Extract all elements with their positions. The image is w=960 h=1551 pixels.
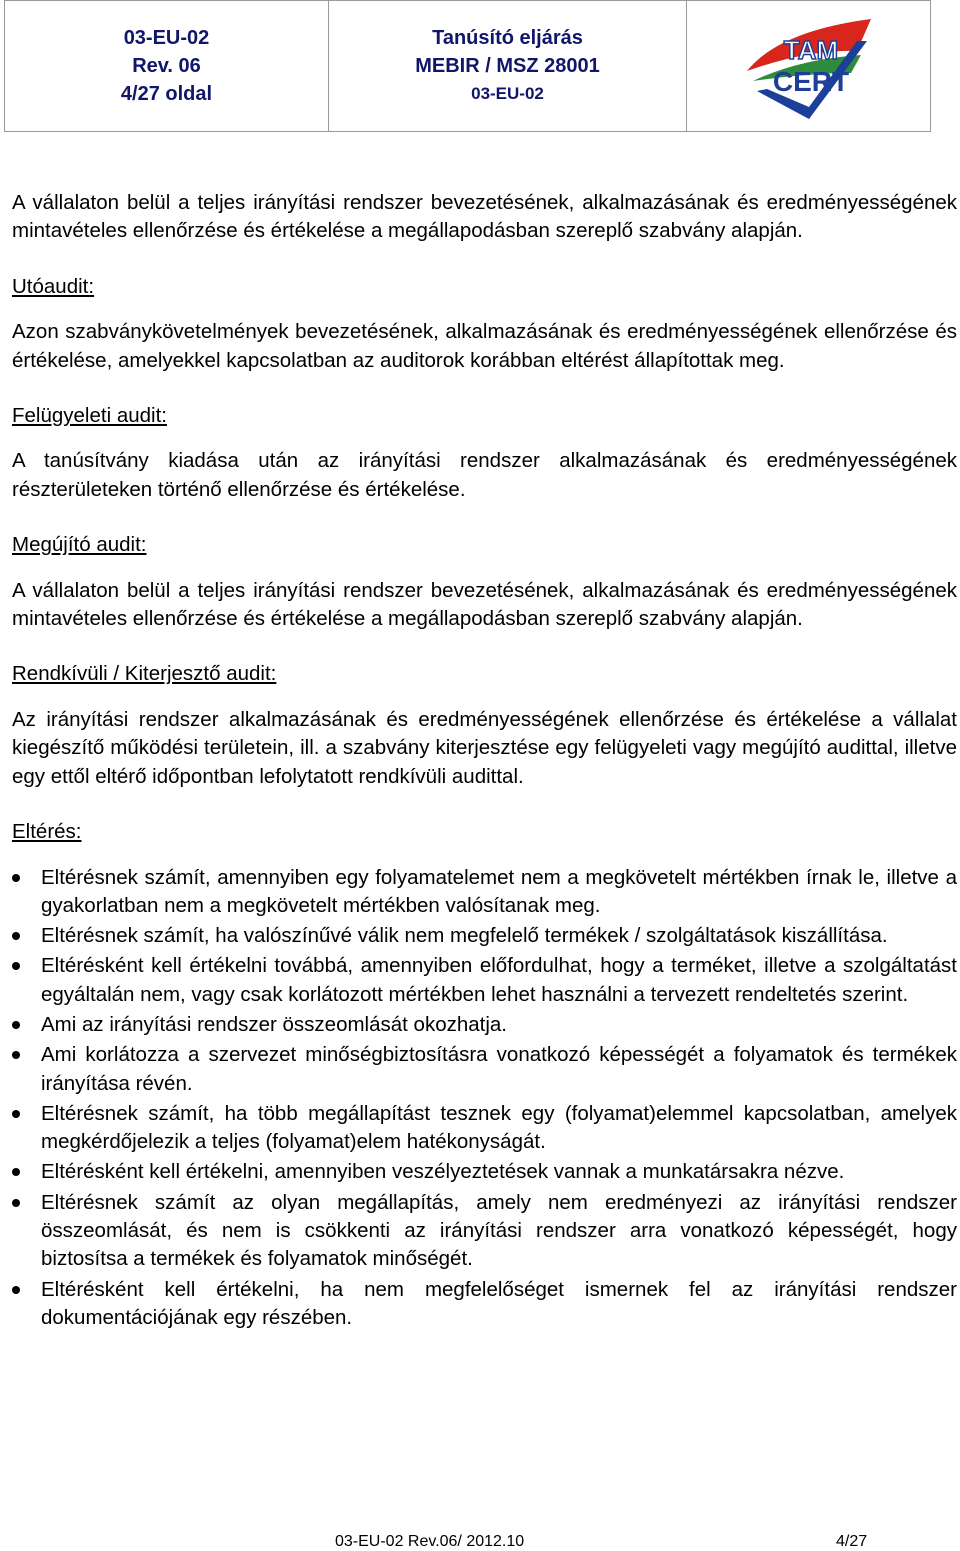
header-page-number: 4/27 oldal [120,83,213,105]
list-item-text: Eltérésként kell értékelni, amennyiben veszélyeztetések vannak a munkatársakra nézve. [41,1160,845,1184]
logo-text-top: TAM [783,35,838,65]
list-item [12,952,957,1009]
header-doc-code: 03-EU-02 [123,27,210,49]
bullet-icon [12,1199,20,1207]
section-text-felugyeleti: A tanúsítvány kiadása után az irányítási rendszer alkalmazásának és eredményességének részterületeken történő ellenőrzése és értékelése. [12,449,957,501]
header-doc-info [5,1,329,131]
bullet-icon [12,1110,20,1118]
bullet-icon [12,962,20,970]
header-logo-cell [687,1,930,131]
list-item-text: Eltérésként kell értékelni, ha nem megfelelőséget ismernek fel az irányítási rendszer dokumentációjának egy részében. [41,1277,957,1329]
section-text-rendkivuli: Az irányítási rendszer alkalmazásának és eredményességének ellenőrzése és értékelése a vállalat kiegészítő működési területein, ill. a szabvány kiterjesztése egy felügyeleti vagy megújító audittal, illetve egy ettől eltérő időpontban lefolytatott rendkívüli audittal. [12,707,957,788]
deviation-list [12,864,957,1333]
list-item [12,1276,957,1333]
list-item [12,1041,957,1098]
list-item-text: Eltérésként kell értékelni továbbá, amennyiben előfordulhat, hogy a terméket, illetve a szolgáltatást egyáltalán nem, vagy csak korlátozott mértékben lehet használni a tervezett rendeltetés szerint. [41,954,957,1006]
section-text-megujito: A vállalaton belül a teljes irányítási rendszer bevezetésének, alkalmazásának és eredményességének mintavételes ellenőrzése és értékelése a megállapodásban szereplő szabvány alapján. [12,578,957,631]
footer-doc-revision: 03-EU-02 Rev.06/ 2012.10 [335,1533,525,1550]
section-heading-rendkivuli: Rendkívüli / Kiterjesztő audit: [12,662,277,686]
tam-cert-logo [739,11,879,121]
header-title-block [329,1,687,131]
list-item [12,1158,957,1186]
list-item [12,922,957,950]
document-header [4,0,931,132]
bullet-icon [12,1021,20,1029]
header-revision: Rev. 06 [132,55,201,77]
bullet-icon [12,932,20,940]
section-text-utoaudit: Azon szabványkövetelmények bevezetésének, alkalmazásának és eredményességének ellenőrzése és értékelése, amelyekkel kapcsolatban az auditorok korábban eltérést állapítottak meg. [12,320,957,372]
header-standard: MEBIR / MSZ 28001 [415,55,600,77]
list-item [12,1011,957,1039]
list-item-text: Eltérésnek számít, amennyiben egy folyamatelemet nem a megkövetelt mértékben írnak le, illetve a gyakorlatban nem a megkövetelt mértékben valósítanak meg. [41,865,957,917]
list-item [12,1189,957,1274]
document-body [12,189,957,1334]
list-item [12,864,957,921]
bullet-icon [12,1286,20,1294]
bullet-icon [12,1051,20,1059]
header-title: Tanúsító eljárás [432,27,583,49]
section-heading-felugyeleti: Felügyeleti audit: [12,404,167,428]
section-heading-utoaudit: Utóaudit: [12,274,95,298]
footer-page-number: 4/27 [836,1533,868,1550]
list-item-text: Ami az irányítási rendszer összeomlását okozhatja. [41,1012,508,1036]
intro-paragraph: A vállalaton belül a teljes irányítási rendszer bevezetésének, alkalmazásának és eredményességének mintavételes ellenőrzése és értékelése a megállapodásban szereplő szabvány alapján. [12,191,957,243]
list-item [12,1100,957,1157]
section-heading-megujito: Megújító audit: [12,533,147,557]
logo-text-bottom: CERT [772,66,849,97]
bullet-icon [12,874,20,882]
list-item-text: Eltérésnek számít az olyan megállapítás, amely nem eredményezi az irányítási rendszer összeomlását, és nem is csökkenti az irányítási rendszer arra vonatkozó képességét, hogy biztosítsa a termékek és folyamatok minőségét. [41,1190,957,1271]
header-doc-code-2: 03-EU-02 [471,84,544,103]
section-heading-elteres: Eltérés: [12,820,82,844]
list-item-text: Eltérésnek számít, ha valószínűvé válik nem megfelelő termékek / szolgáltatások kiszállítása. [41,924,888,948]
list-item-text: Ami korlátozza a szervezet minőségbiztosításra vonatkozó képességét a folyamatok és termékek irányítása révén. [41,1043,957,1095]
bullet-icon [12,1168,20,1176]
list-item-text: Eltérésnek számít, ha több megállapítást tesznek egy (folyamat)elemmel kapcsolatban, amelyek megkérdőjelezik a teljes (folyamat)elem hatékonyságát. [41,1101,957,1154]
